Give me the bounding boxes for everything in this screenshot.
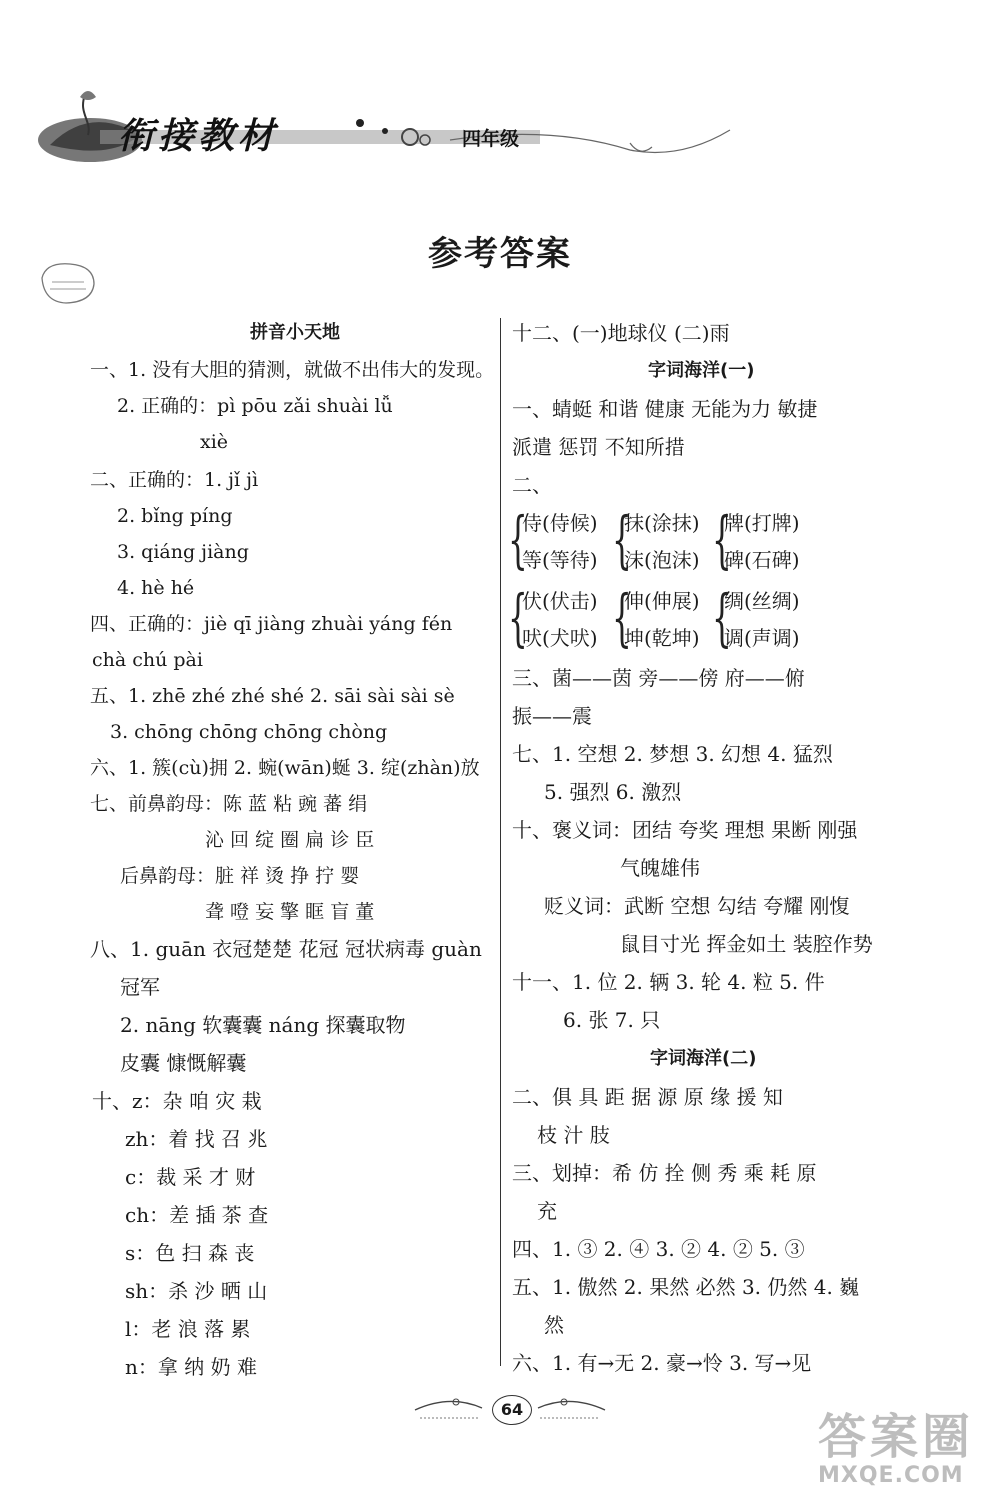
answer-line: 五、1. 傲然 2. 果然 必然 3. 仍然 4. 巍: [512, 1275, 860, 1299]
answer-line: 派遣 惩罚 不知所措: [512, 435, 685, 459]
answer-line: 充: [537, 1199, 557, 1223]
answer-line: xiè: [200, 431, 229, 453]
answer-line: 五、1. zhē zhé zhé shé 2. sāi sài sài sè: [90, 685, 455, 707]
brace-icon: {: [508, 503, 528, 576]
answer-line: 六、1. 有→无 2. 豪→怜 3. 写→见: [512, 1351, 812, 1375]
word-pair: 侍(侍候): [522, 511, 598, 535]
answer-line: 然: [544, 1313, 564, 1337]
answer-line: 6. 张 7. 只: [563, 1008, 661, 1032]
word-pair: 伸(伸展): [624, 589, 700, 613]
answer-line: zh：着 找 召 兆: [125, 1127, 268, 1151]
watermark-text: 答案圈: [818, 1409, 975, 1465]
word-pair: 牌(打牌): [724, 511, 800, 535]
answer-line: 二、正确的：1. jǐ jì: [90, 469, 259, 491]
word-pair: 等(等待): [522, 548, 598, 572]
answer-line: 2. nāng 软囊囊 náng 探囊取物: [120, 1013, 406, 1037]
answer-line: 一、蜻蜓 和谐 健康 无能为力 敏捷: [512, 397, 818, 421]
section-heading: 字词海洋(一): [648, 360, 755, 381]
answer-line: 皮囊 慷慨解囊: [120, 1051, 247, 1075]
answer-line: 振——震: [512, 704, 592, 728]
answer-line: 贬义词：武断 空想 勾结 夸耀 刚愎: [544, 894, 850, 918]
series-title: 衔接教材: [118, 115, 279, 157]
column-divider: [500, 318, 501, 1366]
answer-line: n：拿 纳 奶 难: [125, 1355, 257, 1379]
answer-line: ch：差 插 茶 查: [125, 1203, 269, 1227]
answer-line: 沁 回 绽 圈 扁 诊 臣: [205, 829, 375, 851]
answer-line: c：裁 采 才 财: [125, 1165, 256, 1189]
answer-line: 四、1. ③ 2. ④ 3. ② 4. ② 5. ③: [512, 1237, 805, 1261]
answer-line: 二、俱 具 距 据 源 原 缘 援 知: [512, 1085, 783, 1109]
answer-line: 六、1. 簇(cù)拥 2. 蜿(wān)蜒 3. 绽(zhàn)放: [90, 757, 480, 779]
answer-line: 十一、1. 位 2. 辆 3. 轮 4. 粒 5. 件: [512, 970, 825, 994]
watermark-domain: MXQE.COM: [818, 1463, 964, 1488]
word-pair: 吠(犬吠): [522, 626, 598, 650]
answer-line: 二、: [512, 473, 552, 497]
answer-line: 5. 强烈 6. 激烈: [544, 780, 682, 804]
answer-line: 枝 汁 肢: [537, 1123, 610, 1147]
section-heading: 字词海洋(二): [650, 1048, 757, 1069]
answer-line: chà chú pài: [92, 649, 203, 671]
answer-line: 一、1. 没有大胆的猜测，就做不出伟大的发现。: [90, 359, 495, 381]
word-pair: 调(声调): [724, 626, 800, 650]
answer-line: 七、1. 空想 2. 梦想 3. 幻想 4. 猛烈: [512, 742, 833, 766]
word-pair: 伏(伏击): [522, 589, 598, 613]
answer-line: 2. 正确的：pì pōu zǎi shuài lǚ: [117, 395, 393, 417]
brace-icon: {: [712, 503, 732, 576]
answer-line: 十二、(一)地球仪 (二)雨: [512, 321, 730, 345]
answer-line: 十、z：杂 咱 灾 栽: [92, 1089, 262, 1113]
brace-icon: {: [712, 581, 732, 654]
answer-line: s：色 扫 森 丧: [125, 1241, 255, 1265]
word-pair: 碑(石碑): [724, 548, 800, 572]
answer-line: sh：杀 沙 晒 山: [125, 1279, 268, 1303]
answer-line: 八、1. guān 衣冠楚楚 花冠 冠状病毒 guàn: [90, 937, 482, 961]
section-heading: 拼音小天地: [250, 322, 340, 343]
answer-line: 聋 噔 妄 擎 眶 盲 董: [205, 901, 375, 923]
answer-line: l：老 浪 落 累: [125, 1317, 251, 1341]
page-number: 64: [492, 1395, 532, 1425]
answer-line: 鼠目寸光 挥金如土 装腔作势: [620, 932, 873, 956]
answer-line: 七、前鼻韵母：陈 蓝 粘 豌 蕃 绢: [90, 793, 368, 815]
word-pair: 坤(乾坤): [624, 626, 700, 650]
answer-line: 十、褒义词：团结 夸奖 理想 果断 刚强: [512, 818, 858, 842]
answer-line: 四、正确的：jiè qī jiàng zhuài yáng fén: [90, 613, 453, 635]
answer-line: 三、划掉：希 仿 拴 侧 秀 乘 耗 原: [512, 1161, 817, 1185]
word-pair: 绸(丝绸): [724, 589, 800, 613]
word-pair: 抹(涂抹): [624, 511, 700, 535]
page-title: 参考答案: [428, 234, 572, 274]
answer-line: 3. qiáng jiàng: [117, 541, 249, 563]
answer-line: 4. hè hé: [117, 577, 195, 599]
answer-line: 2. bǐng píng: [117, 505, 233, 527]
word-pair: 沫(泡沫): [624, 548, 700, 572]
answer-line: 三、菌——茵 旁——傍 府——俯: [512, 666, 805, 690]
watermark-logo: [818, 1398, 974, 1488]
brace-icon: {: [508, 581, 528, 654]
grade-label: 四年级: [462, 128, 520, 150]
answer-line: 后鼻韵母：脏 祥 烫 挣 拧 婴: [120, 865, 360, 887]
answer-line: 气魄雄伟: [620, 856, 700, 880]
answer-line: 冠军: [120, 975, 160, 999]
brace-icon: {: [612, 503, 632, 576]
brace-icon: {: [612, 581, 632, 654]
answer-line: 3. chōng chōng chōng chòng: [110, 721, 388, 743]
